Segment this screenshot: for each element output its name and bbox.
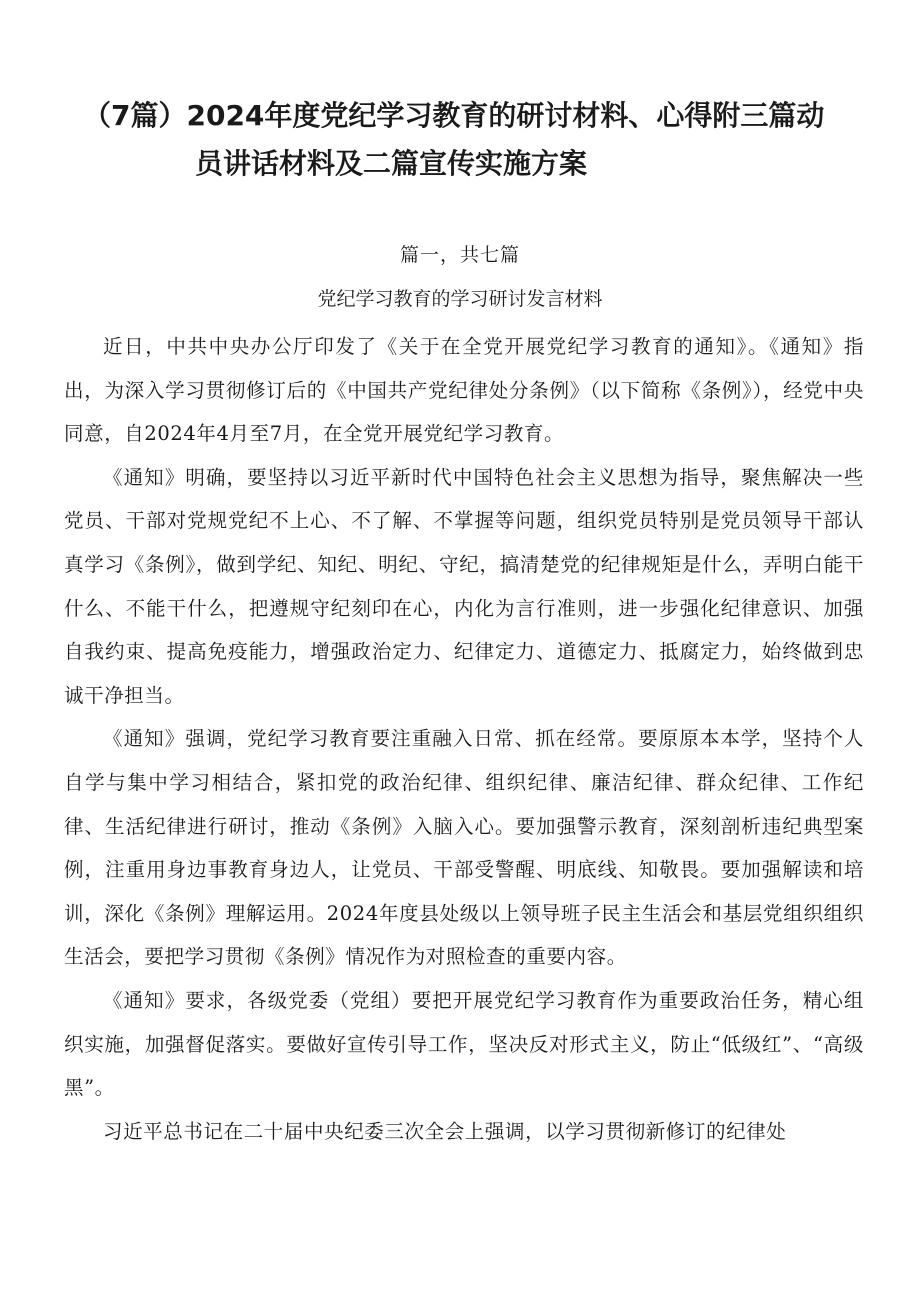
section-subtitle: 党纪学习教育的学习研讨发言材料: [317, 288, 603, 310]
paragraph: 《通知》明确，要坚持以习近平新时代中国特色社会主义思想为指导，聚焦解决一些党员、干部对党规党纪不上心、不了解、不掌握等问题，组织党员特别是党员领导干部认真学习《条例》，做到学纪、知纪、明纪、守纪，搞清楚党的纪律规矩是什么，弄明白能干什么、不能干什么，把遵规守纪刻印在心，内化为言行准则，进一步强化纪律意识、加强自我约束、提高免疫能力，增强政治定力、纪律定力、道德定力、抵腐定力，始终做到忠诚干净担当。: [64, 465, 864, 707]
paragraph: 近日，中共中央办公厅印发了《关于在全党开展党纪学习教育的通知》。《通知》指出，为深入学习贯彻修订后的《中国共产党纪律处分条例》（以下简称《条例》），经党中央同意，自2024年4月至7月，在全党开展党纪学习教育。: [64, 335, 864, 446]
paragraph: 《通知》强调，党纪学习教育要注重融入日常、抓在经常。要原原本本学，坚持个人自学与集中学习相结合，紧扣党的政治纪律、组织纪律、廉洁纪律、群众纪律、工作纪律、生活纪律进行研讨，推动《条例》入脑入心。要加强警示教育，深刻剖析违纪典型案例，注重用身边事教育身边人，让党员、干部受警醒、明底线、知敬畏。要加强解读和培训，深化《条例》理解运用。2024年度县处级以上领导班子民主生活会和基层党组织组织生活会，要把学习贯彻《条例》情况作为对照检查的重要内容。: [64, 727, 864, 969]
document-title-line-1: （7篇）2024年度党纪学习教育的研讨材料、心得附三篇动: [83, 99, 825, 132]
document-title: [83, 92, 858, 188]
section-label: 篇一，共七篇: [399, 244, 520, 266]
body-text: [64, 325, 864, 1153]
document-title-line-2: 员讲话材料及二篇宣传实施方案: [195, 147, 588, 180]
paragraph: 习近平总书记在二十届中央纪委三次全会上强调，以学习贯彻新修订的纪律处: [103, 1119, 787, 1143]
paragraph: 《通知》要求，各级党委（党组）要把开展党纪学习教育作为重要政治任务，精心组织实施，加强督促落实。要做好宣传引导工作，坚决反对形式主义，防止“低级红”、“高级黑”。: [64, 988, 864, 1100]
